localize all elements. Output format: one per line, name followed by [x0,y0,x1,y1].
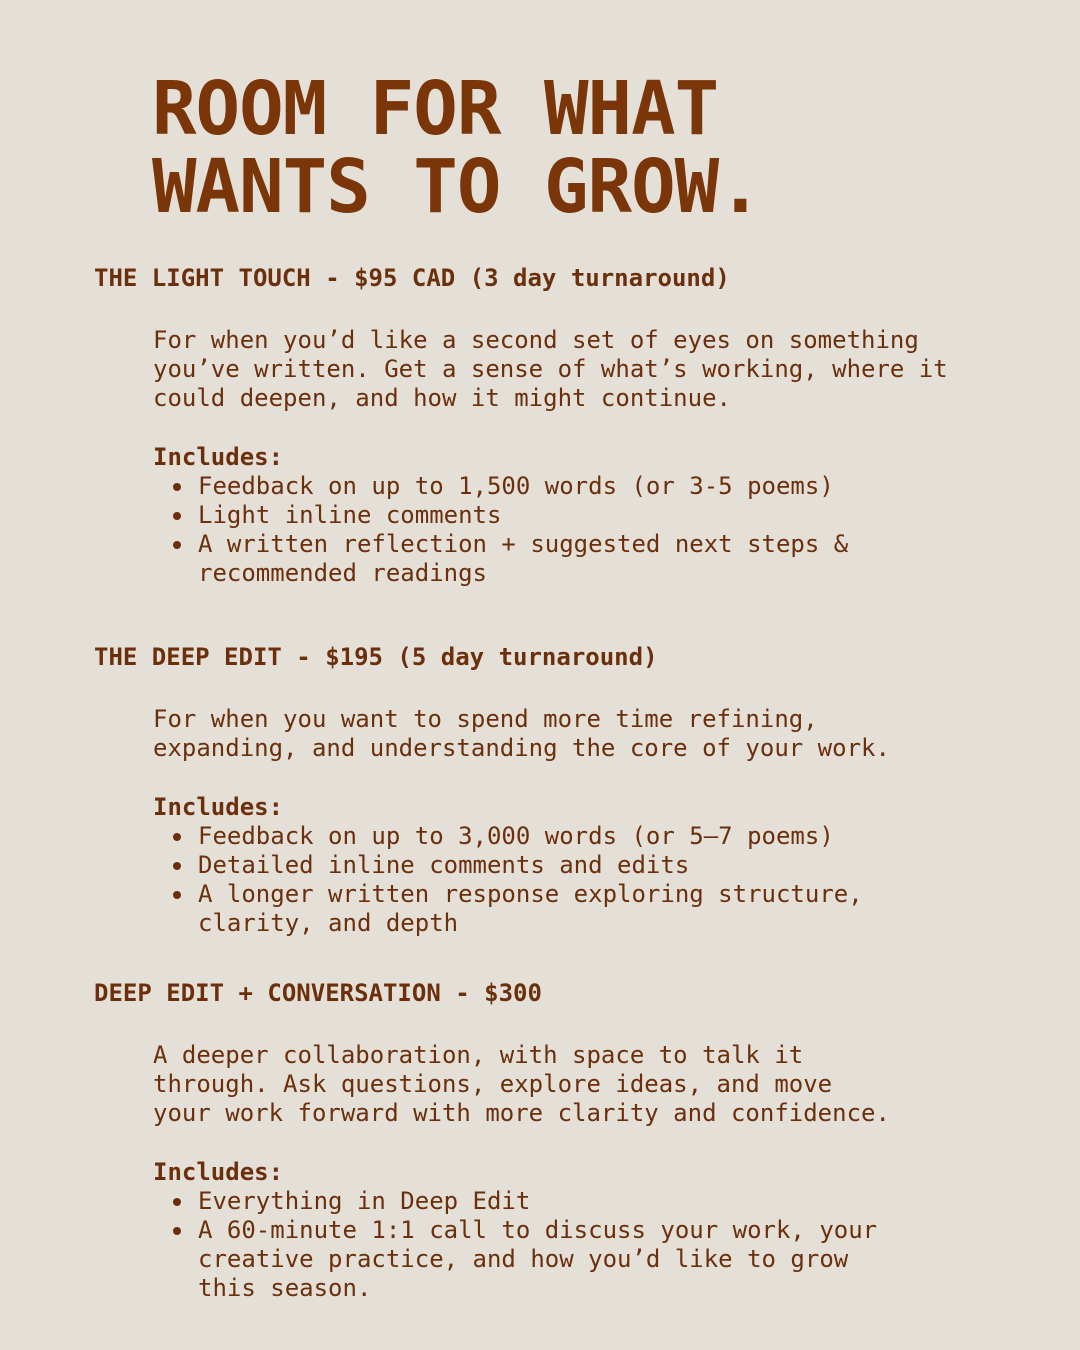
section-deep-edit-conversation [94,979,1054,1303]
list-item-text: Feedback on up to 3,000 words (or 5–7 poems) [198,822,834,850]
page-headline [152,66,762,230]
section-title: THE LIGHT TOUCH - $95 CAD (3 day turnaround) [94,264,730,292]
section-light-touch [94,264,1054,588]
bullet-icon [173,1198,181,1206]
bullet-icon [173,862,181,870]
list-item [171,822,1054,851]
list-item-text: A longer written response exploring structure, clarity, and depth [198,880,863,937]
list-item [171,472,1054,501]
headline-line-1: ROOM FOR WHAT [152,66,719,152]
section-title: DEEP EDIT + CONVERSATION - $300 [94,979,542,1007]
list-item [171,1216,1054,1303]
bullet-icon [173,833,181,841]
includes-list [171,1187,1054,1303]
list-item [171,880,1054,938]
headline-line-2: WANTS TO GROW. [152,144,762,230]
includes-list [171,472,1054,588]
bullet-icon [173,1227,181,1235]
list-item-text: A written reflection + suggested next steps & recommended readings [198,530,849,587]
includes-label: Includes: [153,1158,284,1186]
bullet-icon [173,512,181,520]
bullet-icon [173,483,181,491]
bullet-icon [173,891,181,899]
bullet-icon [173,541,181,549]
list-item-text: Light inline comments [198,501,502,529]
includes-list [171,822,1054,938]
list-item-text: Feedback on up to 1,500 words (or 3-5 poems) [198,472,834,500]
list-item [171,530,1054,588]
list-item [171,501,1054,530]
section-description: For when you want to spend more time refining, expanding, and understanding the core of your work. [153,705,890,762]
section-description: For when you’d like a second set of eyes on something you’ve written. Get a sense of what’s working, where it could deepen, and how it might continue. [153,326,948,412]
section-title: THE DEEP EDIT - $195 (5 day turnaround) [94,643,658,671]
list-item [171,1187,1054,1216]
list-item-text: Detailed inline comments and edits [198,851,690,879]
includes-label: Includes: [153,793,284,821]
list-item-text: A 60-minute 1:1 call to discuss your work, your creative practice, and how you’d like to grow this season. [198,1216,878,1302]
list-item-text: Everything in Deep Edit [198,1187,531,1215]
includes-label: Includes: [153,443,284,471]
list-item [171,851,1054,880]
section-deep-edit [94,643,1054,938]
section-description: A deeper collaboration, with space to talk it through. Ask questions, explore ideas, and move your work forward with more clarity and confidence. [153,1041,890,1127]
